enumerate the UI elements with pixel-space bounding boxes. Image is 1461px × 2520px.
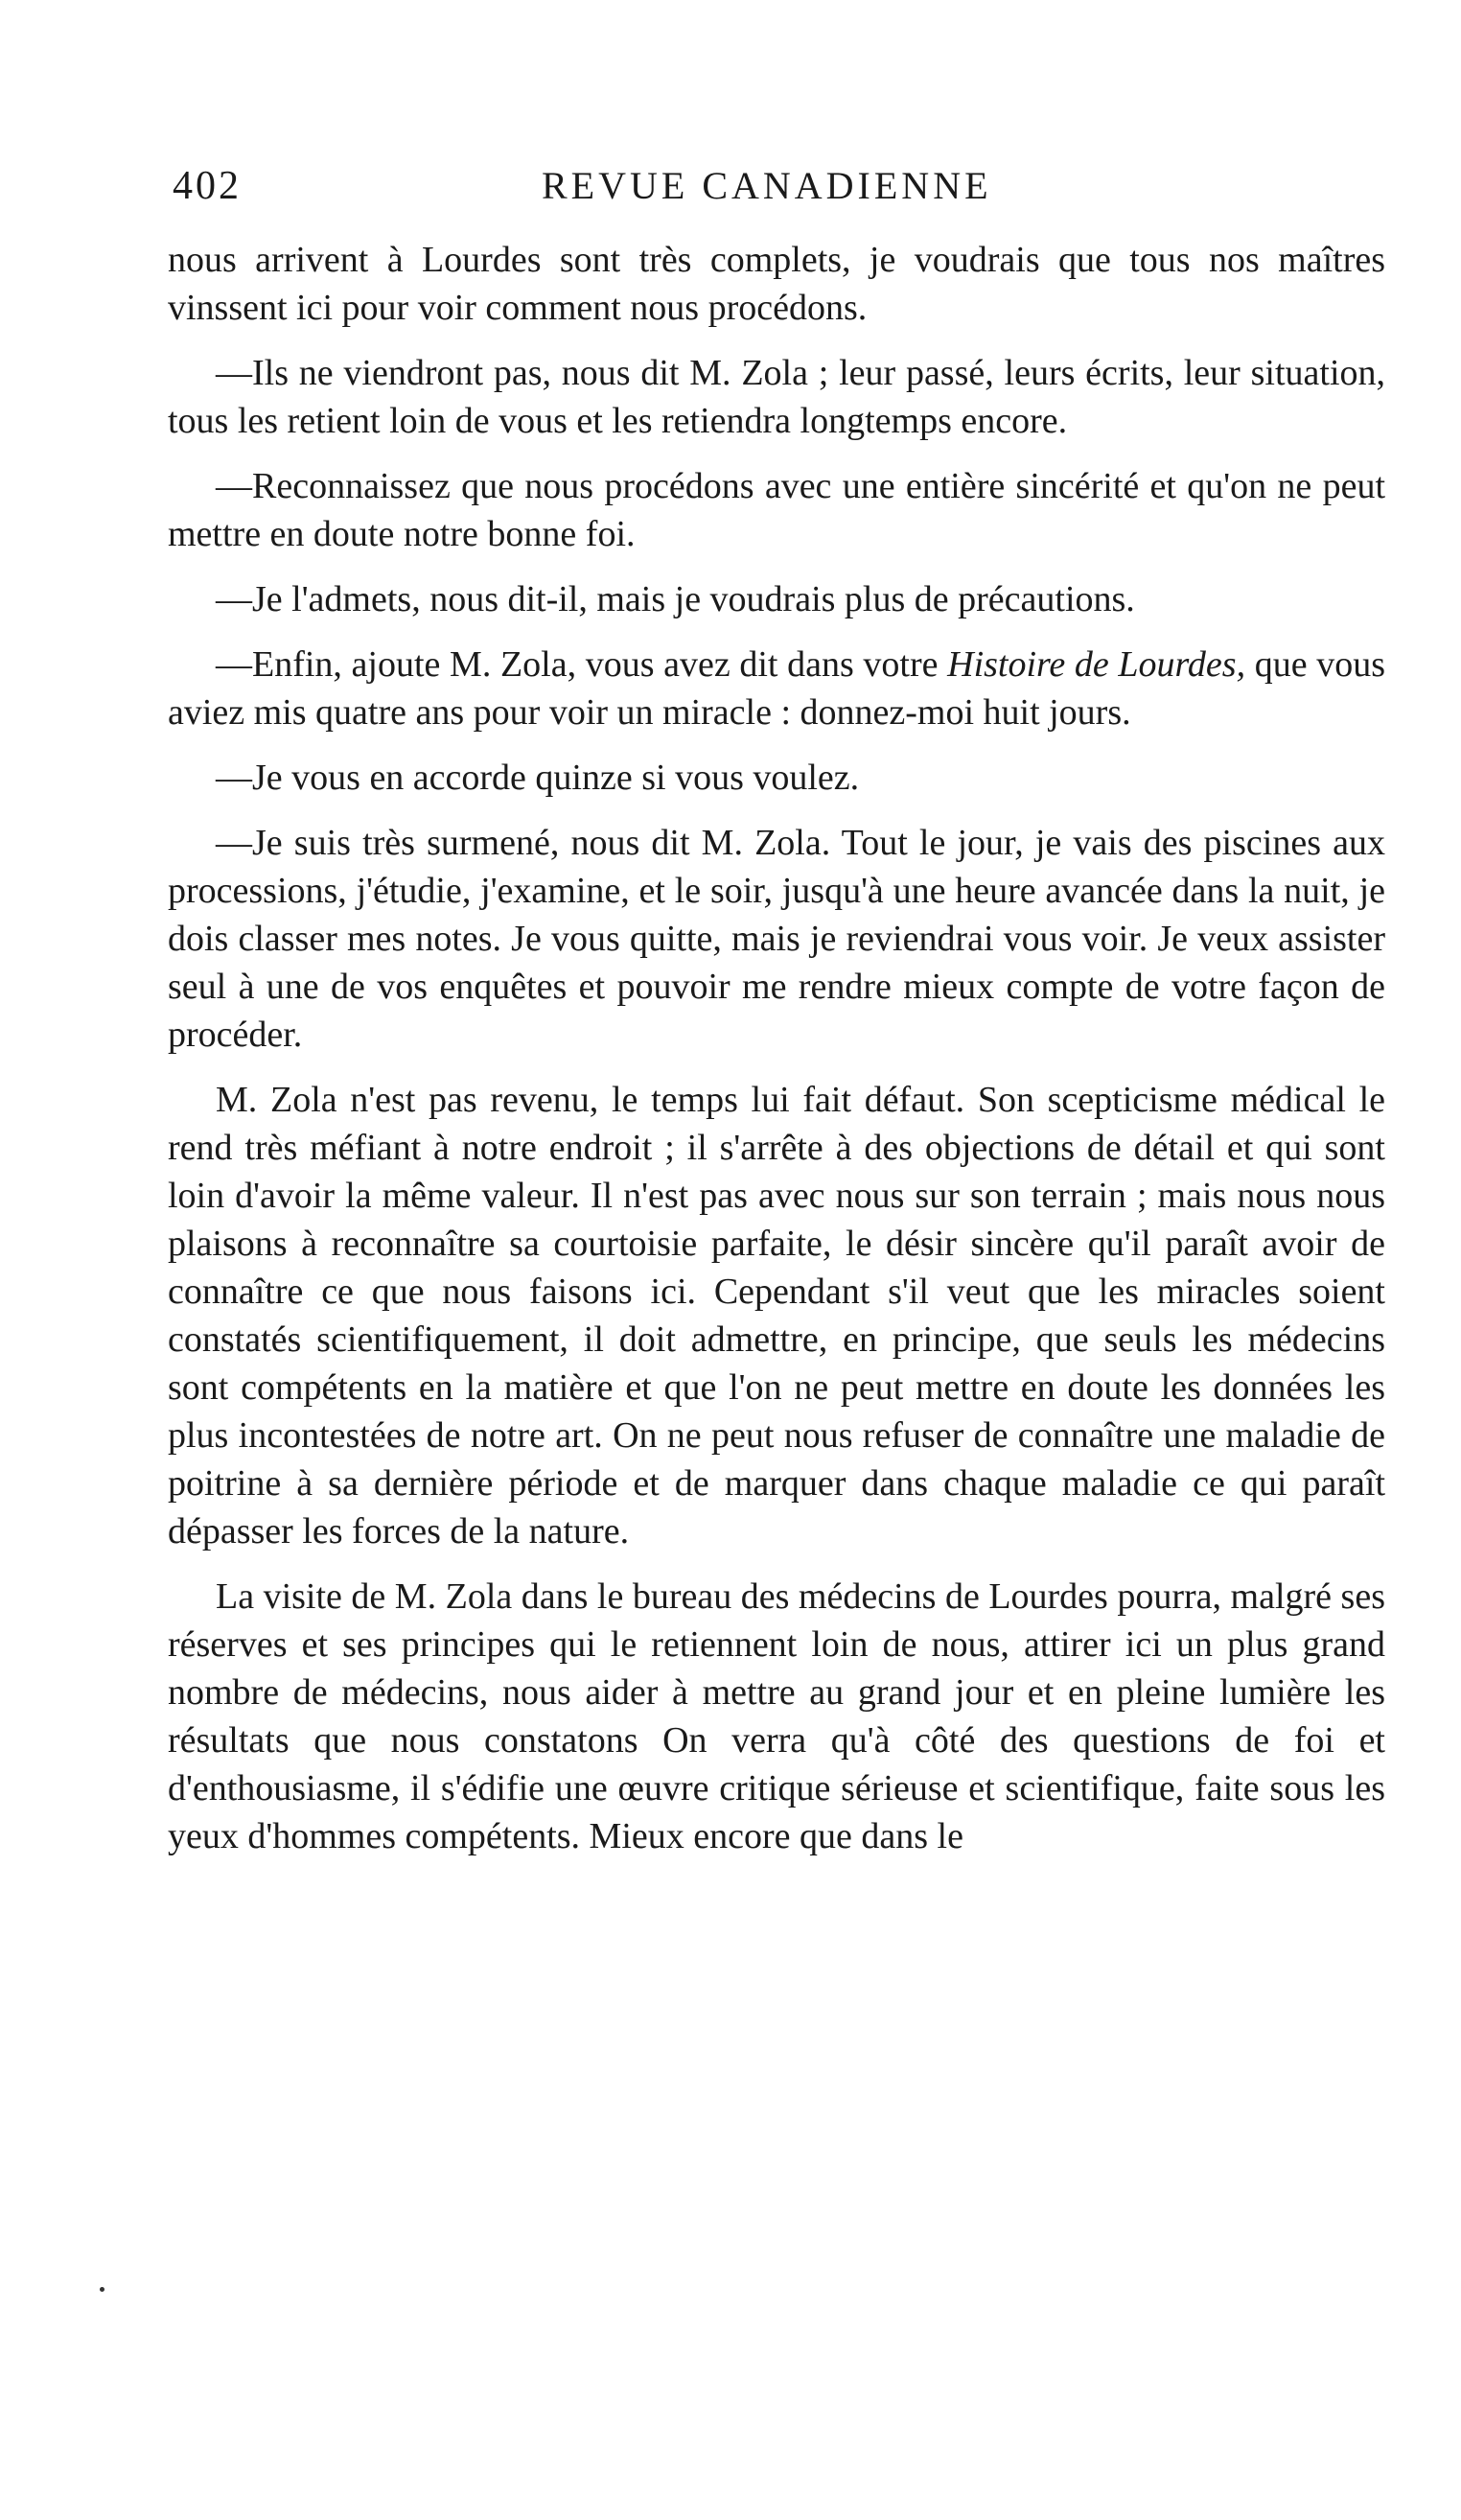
page-number: 402 (173, 164, 242, 208)
dialogue-zola-reply: —Ils ne viendront pas, nous dit M. Zola ; leur passé, leurs écrits, leur situation, tous les retient loin de vous et les retiendra longtemps encore. (168, 353, 1385, 441)
paragraph-visit: La visite de M. Zola dans le bureau des médecins de Lourdes pourra, malgré ses réserves et ses principes qui le retiennent loin de nous, attirer ici un plus grand nombre de médecins, nous aider à mettre au grand jour et en pleine lumière les résultats que nous constatons On verra qu'à côté des questions de foi et d'enthousiasme, il s'édifie une œuvre critique sérieuse et scientifique, faite sous les yeux d'hommes compétents. Mieux encore que dans le (168, 1576, 1385, 1856)
paragraph-scepticism: M. Zola n'est pas revenu, le temps lui fait défaut. Son scepticisme médical le rend très méfiant à notre endroit ; il s'arrête à des objections de détail et qui sont loin d'avoir la même valeur. Il n'est pas avec nous sur son terrain ; mais nous nous plaisons à reconnaître sa courtoisie parfaite, le désir sincère qu'il paraît avoir de connaître ce que nous faisons ici. Cependant s'il veut que les miracles soient constatés scientifiquement, il doit admettre, en principe, que seuls les médecins sont compétents en la matière et que l'on ne peut mettre en doute les données les plus incontestées de notre art. On ne peut nous refuser de connaître une maladie de poitrine à sa dernière période et de marquer dans chaque maladie ce qui paraît dépasser les forces de la nature. (168, 1080, 1385, 1552)
dialogue-surmene: —Je suis très surmené, nous dit M. Zola. Tout le jour, je vais des piscines aux processions, j'étudie, j'examine, et le soir, jusqu'à une heure avancée dans la nuit, je dois classer mes notes. Je vous quitte, mais je reviendrai vous voir. Je veux assister seul à une de vos enquêtes et pouvoir me rendre mieux compte de votre façon de procéder. (168, 823, 1385, 1055)
dialogue-precautions: —Je l'admets, nous dit-il, mais je voudrais plus de précautions. (216, 579, 1135, 619)
book-title-histoire-de-lourdes: Histoire de Lourdes, (947, 644, 1246, 685)
body-text (168, 236, 1385, 1860)
running-head (168, 153, 1385, 230)
document-page (168, 153, 1385, 1878)
dialogue-sincerity: —Reconnaissez que nous procédons avec une entière sincérité et qu'on ne peut mettre en doute notre bonne foi. (168, 466, 1385, 554)
dialogue-eight-days (168, 641, 1385, 736)
margin-speck (100, 2287, 104, 2292)
dialogue-fifteen: —Je vous en accorde quinze si vous voulez. (216, 758, 860, 798)
journal-title: REVUE CANADIENNE (542, 164, 992, 207)
dialogue-eight-days-end: que vous aviez mis quatre ans pour voir un miracle : donnez-moi huit jours. (168, 644, 1385, 733)
paragraph-continuation: nous arrivent à Lourdes sont très complets, je voudrais que tous nos maîtres vinssent ici pour voir comment nous procédons. (168, 240, 1385, 328)
dialogue-eight-days-start: —Enfin, ajoute M. Zola, vous avez dit dans votre (216, 644, 948, 685)
